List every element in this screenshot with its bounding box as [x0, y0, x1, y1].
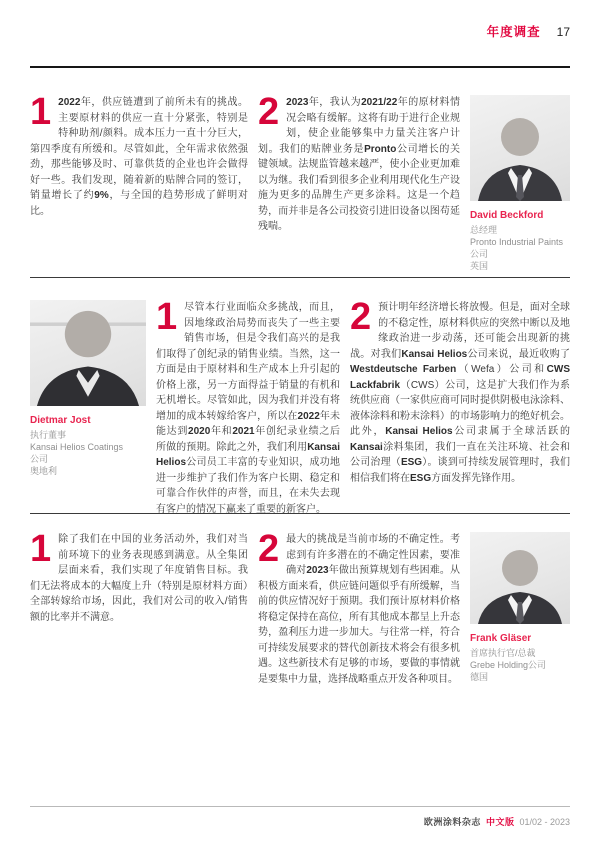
- person-company: Pronto Industrial Paints: [470, 237, 564, 247]
- photo-caption: [30, 415, 146, 477]
- portrait-photo: [30, 300, 146, 406]
- answer-paragraph: [30, 528, 248, 687]
- answer-paragraph: [258, 91, 461, 272]
- interviewee-block: [470, 95, 570, 272]
- portrait-photo: [470, 532, 570, 624]
- section-label: 年度调查: [486, 25, 541, 39]
- section-divider: [30, 277, 570, 278]
- person-name: Frank Gläser: [470, 633, 532, 644]
- answer-paragraph: [258, 528, 461, 687]
- page-number: 17: [556, 25, 570, 39]
- question-number: 2: [258, 91, 280, 133]
- photo-caption: [470, 633, 570, 683]
- person-country: 英国: [470, 261, 489, 271]
- person-silhouette-icon: [470, 532, 570, 624]
- answer-paragraph: [30, 91, 249, 272]
- answer-text: 除了我们在中国的业务活动外，我们对当前环境下的业务表现感到满意。从全集团层面来看，我们实现了年度销售目标。我们无法将成本的大幅度上升（特别是原材料方面）全部转嫁给市场，因此，我们对公司的收入/销售额的比率并不满意。: [30, 534, 248, 623]
- person-company: 公司: [470, 249, 489, 259]
- page-footer: [424, 815, 570, 828]
- answer-text: 最大的挑战是当前市场的不确定性。考虑到有许多潜在的不确定性因素，要准确对2023年做出预算规划有些困难。从积极方面来看，供应链问题似乎有所缓解，当前的供应情况好于预期。我们预计原材料价格将稳定保持在高位，所有其他成本都呈上升态势，盈利压力进一步加大。与往常一样，符合可持续发展要求的替代创新技术将会有很多机遇。这些新技术有足够的市场，要做的事情就是要集中力量，选择战略重点开发各种项目。: [258, 534, 461, 685]
- interview-section-1: [30, 91, 570, 272]
- answer-text: 2022年，供应链遭到了前所未有的挑战。主要原材料的供应一直十分紧张，特别是特种助剂/颜料。成本压力一直十分巨大，第四季度有所缓和。尽管如此，全年需求依然强劲，那些能够及时、可靠供货的企业也许会做得好一些。我们发现，随着新的贴牌合同的签订，销量增长了约9%，与全国的趋势形成了鲜明对比。: [30, 97, 249, 217]
- person-title: 总经理: [470, 225, 498, 235]
- person-silhouette-icon: [470, 95, 570, 201]
- person-title: 执行董事: [30, 430, 67, 440]
- question-number: 1: [156, 296, 178, 338]
- section-divider: [30, 513, 570, 514]
- page-header: [487, 22, 570, 40]
- answer-paragraph: [156, 296, 341, 517]
- answer-text: 预计明年经济增长将放慢。但是，面对全球的不稳定性，原材料供应的突然中断以及地缘政治进一步动荡，还可能会出现新的挑战。对我们Kansai Helios公司来说，最近收购了Westdeutsche Farben（Wefa）公司和CWS Lackfabrik（CWS）公司，这是扩大我们作为系统供应商（一家供应商可同时提供阴极电泳涂料、液体涂料和粉末涂料）的市场影响力的绝好机会。此外，Kansai Helios公司隶属于全球活跃的Kansai涂料集团，我们一直在关注环境、社会和公司治理（ESG）。谈到可持续发展管理时，我们相信我们将在ESG方面发挥先锋作用。: [350, 302, 571, 484]
- question-number: 1: [30, 91, 52, 133]
- answer-paragraph: [350, 296, 571, 517]
- answer-text: 尽管本行业面临众多挑战，而且，因地缘政治局势而丧失了一些主要销售市场，但是令我们高兴的是我们取得了创纪录的销售业绩。当然，这一方面是由于原材料和生产成本上升引起的价格上涨，另一方面得益于销量的有机和无机增长。尽管如此，因为我们并没有将增加的成本转嫁给客户，所以在2022年未能达到2020年和2021年创纪录业绩之后所做的预期。除此之外，我们利用Kansai Helios公司员工丰富的专业知识，成功地进一步维护了我们作为客户长期、稳定和可靠合作伙伴的声誉，而且，在未失去现有客户的情况下赢来了重要的新客户。: [156, 302, 341, 515]
- person-company: 公司: [30, 454, 49, 464]
- person-silhouette-icon: [30, 300, 146, 406]
- person-company: Kansai Helios Coatings: [30, 442, 124, 452]
- footer-divider: [30, 806, 570, 807]
- person-title: 首席执行官/总裁: [470, 648, 536, 658]
- issue-number: 01/02 - 2023: [519, 817, 570, 827]
- header-divider: [30, 66, 570, 68]
- magazine-title: 欧洲涂料杂志: [423, 817, 481, 827]
- interview-section-3: [30, 528, 570, 687]
- person-name: David Beckford: [470, 210, 544, 221]
- question-number: 2: [350, 296, 372, 338]
- portrait-photo: [470, 95, 570, 201]
- edition-label: 中文版: [485, 817, 515, 827]
- interview-section-2: [30, 296, 571, 517]
- interviewee-block: [30, 300, 146, 517]
- person-name: Dietmar Jost: [30, 415, 91, 426]
- person-country: 德国: [470, 672, 489, 682]
- person-company: Grebe Holding公司: [470, 660, 547, 670]
- question-number: 2: [258, 528, 280, 570]
- person-country: 奥地利: [30, 466, 58, 476]
- interviewee-block: [470, 532, 570, 687]
- answer-text: 2023年，我认为2021/22年的原材料情况会略有缓解。这将有助于进行企业规划，使企业能够集中力量关注客户计划。我们的贴牌业务是Pronto公司增长的关键领域。法规监管越来越严，使小企业更加难以为继。我们看到很多企业利用现代化生产设施为更多的品牌生产更多涂料。这是一个趋势，而并非是各公司投资引进旧设备以图苟延残喘。: [258, 97, 461, 232]
- question-number: 1: [30, 528, 52, 570]
- photo-caption: [470, 210, 570, 272]
